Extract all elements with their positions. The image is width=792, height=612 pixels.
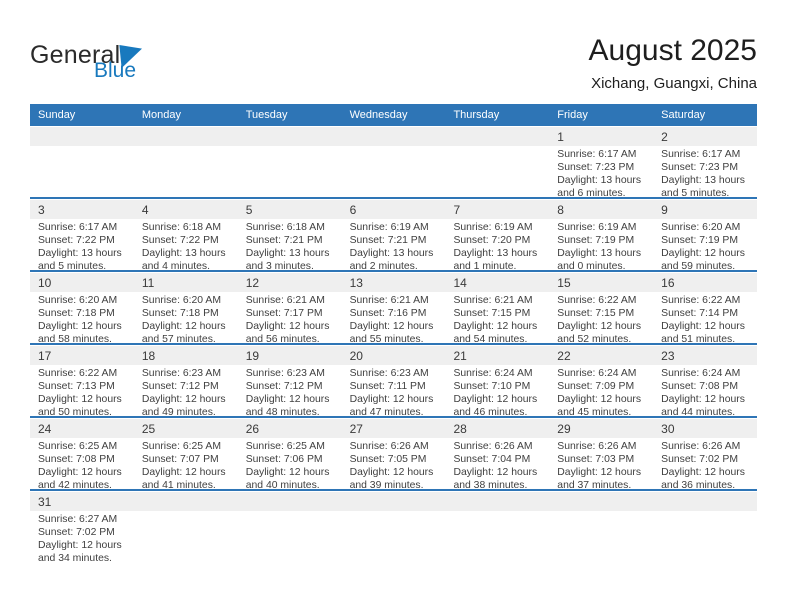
- day-detail-line: Daylight: 12 hours: [38, 394, 122, 405]
- day-detail-line: Daylight: 12 hours: [141, 467, 226, 478]
- empty-day-cell: [238, 492, 342, 562]
- day-detail-line: and 44 minutes.: [661, 407, 736, 416]
- day-details: [134, 438, 238, 489]
- day-details: [30, 365, 134, 416]
- day-detail-line: Sunset: 7:23 PM: [557, 162, 635, 173]
- day-details: [134, 365, 238, 416]
- empty-day-cell: [30, 127, 134, 197]
- day-detail-line: Sunset: 7:23 PM: [661, 162, 738, 173]
- day-number: [342, 127, 446, 146]
- day-details: [238, 365, 342, 416]
- day-cell-18: [134, 346, 238, 416]
- day-number: 11: [134, 273, 238, 292]
- day-number: 29: [549, 419, 653, 438]
- day-cell-11: [134, 273, 238, 343]
- day-detail-line: and 50 minutes.: [38, 407, 112, 416]
- weekday-header-friday: Friday: [557, 109, 588, 121]
- general-blue-logo: [30, 42, 142, 81]
- day-details: [653, 219, 757, 270]
- day-detail-line: Sunset: 7:08 PM: [661, 381, 738, 392]
- day-detail-line: Sunrise: 6:19 AM: [557, 222, 637, 233]
- week-row: [30, 491, 757, 562]
- day-detail-line: and 48 minutes.: [245, 407, 320, 416]
- day-detail-line: Sunset: 7:22 PM: [141, 235, 219, 246]
- day-details: [134, 292, 238, 343]
- day-detail-line: Sunset: 7:20 PM: [453, 235, 531, 246]
- week-row: [30, 272, 757, 345]
- day-detail-line: Sunset: 7:19 PM: [661, 235, 738, 246]
- day-number: 12: [238, 273, 342, 292]
- day-details: [238, 438, 342, 489]
- day-details: [445, 219, 549, 270]
- day-detail-line: Daylight: 12 hours: [557, 467, 642, 478]
- title-block: [589, 34, 757, 92]
- day-detail-line: Daylight: 12 hours: [557, 321, 642, 332]
- day-cell-30: [653, 419, 757, 489]
- week-row: [30, 345, 757, 418]
- day-detail-line: and 3 minutes.: [245, 261, 314, 270]
- day-detail-line: Daylight: 12 hours: [245, 467, 330, 478]
- day-detail-line: Daylight: 12 hours: [349, 321, 434, 332]
- day-detail-line: Sunrise: 6:26 AM: [557, 441, 637, 452]
- day-detail-line: and 39 minutes.: [349, 480, 424, 489]
- day-detail-line: Sunrise: 6:25 AM: [38, 441, 118, 452]
- day-details: [549, 292, 653, 343]
- day-detail-line: Daylight: 12 hours: [661, 467, 745, 478]
- day-details: [445, 365, 549, 416]
- day-detail-line: Sunset: 7:10 PM: [453, 381, 531, 392]
- day-detail-line: Sunset: 7:19 PM: [557, 235, 635, 246]
- day-details: [342, 292, 446, 343]
- day-detail-line: Sunrise: 6:17 AM: [661, 149, 741, 160]
- day-cell-4: [134, 200, 238, 270]
- day-detail-line: and 56 minutes.: [245, 334, 320, 343]
- weekday-header-row: [30, 104, 757, 126]
- day-detail-line: Sunrise: 6:21 AM: [349, 295, 429, 306]
- day-detail-line: and 41 minutes.: [141, 480, 216, 489]
- day-detail-line: Sunset: 7:05 PM: [349, 454, 427, 465]
- day-detail-line: Daylight: 12 hours: [661, 321, 745, 332]
- day-number: [342, 492, 446, 511]
- day-detail-line: Daylight: 13 hours: [557, 175, 642, 186]
- day-detail-line: Sunset: 7:18 PM: [38, 308, 115, 319]
- day-details: [134, 219, 238, 270]
- day-number: [549, 492, 653, 511]
- day-detail-line: Sunrise: 6:20 AM: [661, 222, 741, 233]
- day-number: 24: [30, 419, 134, 438]
- day-detail-line: and 42 minutes.: [38, 480, 112, 489]
- day-cell-10: [30, 273, 134, 343]
- day-detail-line: Daylight: 13 hours: [245, 248, 330, 259]
- day-number: 19: [238, 346, 342, 365]
- weekday-header-monday: Monday: [141, 109, 181, 121]
- day-cell-28: [445, 419, 549, 489]
- day-detail-line: Sunrise: 6:18 AM: [245, 222, 325, 233]
- day-number: 2: [653, 127, 757, 146]
- week-row: [30, 126, 757, 199]
- day-detail-line: Sunrise: 6:24 AM: [661, 368, 741, 379]
- day-detail-line: Daylight: 12 hours: [349, 394, 434, 405]
- day-detail-line: Sunrise: 6:23 AM: [141, 368, 221, 379]
- day-number: 17: [30, 346, 134, 365]
- day-detail-line: Sunset: 7:21 PM: [349, 235, 427, 246]
- day-detail-line: and 36 minutes.: [661, 480, 736, 489]
- day-cell-8: [549, 200, 653, 270]
- day-number: [30, 127, 134, 146]
- day-detail-line: Sunset: 7:16 PM: [349, 308, 427, 319]
- day-number: [134, 492, 238, 511]
- day-cell-31: [30, 492, 134, 562]
- day-cell-6: [342, 200, 446, 270]
- day-detail-line: Daylight: 12 hours: [38, 467, 122, 478]
- day-number: [134, 127, 238, 146]
- day-detail-line: Daylight: 12 hours: [141, 321, 226, 332]
- day-detail-line: and 59 minutes.: [661, 261, 736, 270]
- day-details: [342, 219, 446, 270]
- day-details: [238, 292, 342, 343]
- day-cell-16: [653, 273, 757, 343]
- day-detail-line: Daylight: 12 hours: [453, 321, 538, 332]
- day-number: [238, 492, 342, 511]
- day-detail-line: Sunset: 7:02 PM: [661, 454, 738, 465]
- day-detail-line: and 0 minutes.: [557, 261, 626, 270]
- day-detail-line: and 2 minutes.: [349, 261, 418, 270]
- day-detail-line: Sunrise: 6:26 AM: [661, 441, 741, 452]
- day-cell-23: [653, 346, 757, 416]
- day-detail-line: Sunrise: 6:23 AM: [245, 368, 325, 379]
- day-cell-12: [238, 273, 342, 343]
- day-detail-line: and 58 minutes.: [38, 334, 112, 343]
- weekday-header-thursday: Thursday: [453, 109, 500, 121]
- day-detail-line: and 5 minutes.: [661, 188, 730, 197]
- day-details: [653, 438, 757, 489]
- day-detail-line: Sunset: 7:07 PM: [141, 454, 219, 465]
- day-details: [549, 219, 653, 270]
- day-detail-line: Sunrise: 6:20 AM: [141, 295, 221, 306]
- day-detail-line: and 6 minutes.: [557, 188, 626, 197]
- day-detail-line: and 4 minutes.: [141, 261, 211, 270]
- day-details: [342, 365, 446, 416]
- day-details: [549, 365, 653, 416]
- day-number: 23: [653, 346, 757, 365]
- day-detail-line: and 47 minutes.: [349, 407, 424, 416]
- day-cell-13: [342, 273, 446, 343]
- day-cell-7: [445, 200, 549, 270]
- day-detail-line: Sunset: 7:03 PM: [557, 454, 635, 465]
- day-details: [30, 219, 134, 270]
- day-number: 22: [549, 346, 653, 365]
- day-cell-17: [30, 346, 134, 416]
- weekday-header-saturday: Saturday: [661, 109, 706, 121]
- day-detail-line: Sunset: 7:17 PM: [245, 308, 323, 319]
- day-detail-line: Sunset: 7:21 PM: [245, 235, 323, 246]
- day-detail-line: and 34 minutes.: [38, 553, 112, 562]
- day-number: 26: [238, 419, 342, 438]
- day-number: 21: [445, 346, 549, 365]
- day-details: [549, 438, 653, 489]
- empty-day-cell: [445, 127, 549, 197]
- day-detail-line: Sunrise: 6:24 AM: [453, 368, 533, 379]
- day-cell-27: [342, 419, 446, 489]
- day-cell-14: [445, 273, 549, 343]
- day-detail-line: Sunset: 7:02 PM: [38, 527, 115, 538]
- day-number: 13: [342, 273, 446, 292]
- empty-day-cell: [445, 492, 549, 562]
- empty-day-cell: [549, 492, 653, 562]
- day-detail-line: and 55 minutes.: [349, 334, 424, 343]
- day-detail-line: and 54 minutes.: [453, 334, 528, 343]
- day-detail-line: and 1 minute.: [453, 261, 517, 270]
- day-detail-line: Sunrise: 6:19 AM: [349, 222, 429, 233]
- empty-day-cell: [342, 127, 446, 197]
- day-detail-line: Sunset: 7:12 PM: [141, 381, 219, 392]
- day-number: 1: [549, 127, 653, 146]
- day-details: [445, 438, 549, 489]
- day-details: [238, 219, 342, 270]
- day-details: [30, 511, 134, 562]
- day-detail-line: Daylight: 12 hours: [38, 321, 122, 332]
- day-detail-line: and 40 minutes.: [245, 480, 320, 489]
- day-number: 6: [342, 200, 446, 219]
- day-detail-line: Sunset: 7:12 PM: [245, 381, 323, 392]
- day-cell-15: [549, 273, 653, 343]
- day-detail-line: Sunrise: 6:25 AM: [245, 441, 325, 452]
- day-detail-line: Daylight: 12 hours: [349, 467, 434, 478]
- week-row: [30, 418, 757, 491]
- logo-text-general: General: [30, 41, 121, 69]
- day-number: 3: [30, 200, 134, 219]
- weekday-header-sunday: Sunday: [38, 109, 76, 121]
- day-detail-line: and 46 minutes.: [453, 407, 528, 416]
- day-details: [653, 365, 757, 416]
- day-detail-line: Daylight: 13 hours: [38, 248, 122, 259]
- day-cell-2: [653, 127, 757, 197]
- day-detail-line: Daylight: 13 hours: [349, 248, 434, 259]
- empty-day-cell: [342, 492, 446, 562]
- day-details: [30, 438, 134, 489]
- day-details: [30, 292, 134, 343]
- calendar-table: [30, 104, 757, 562]
- day-cell-25: [134, 419, 238, 489]
- day-detail-line: Daylight: 12 hours: [661, 248, 745, 259]
- day-cell-3: [30, 200, 134, 270]
- day-detail-line: Sunrise: 6:27 AM: [38, 514, 118, 525]
- day-detail-line: Sunrise: 6:22 AM: [38, 368, 118, 379]
- day-cell-20: [342, 346, 446, 416]
- day-number: [445, 492, 549, 511]
- day-number: 9: [653, 200, 757, 219]
- day-detail-line: Sunrise: 6:26 AM: [349, 441, 429, 452]
- day-number: 4: [134, 200, 238, 219]
- month-title: August 2025: [588, 34, 757, 67]
- day-cell-29: [549, 419, 653, 489]
- calendar-weeks: [30, 126, 757, 562]
- day-number: [445, 127, 549, 146]
- day-detail-line: Sunset: 7:18 PM: [141, 308, 219, 319]
- day-number: 30: [653, 419, 757, 438]
- day-detail-line: Daylight: 12 hours: [38, 540, 122, 551]
- day-details: [653, 292, 757, 343]
- day-detail-line: Sunset: 7:15 PM: [453, 308, 531, 319]
- day-detail-line: Sunrise: 6:25 AM: [141, 441, 221, 452]
- day-detail-line: Sunrise: 6:21 AM: [453, 295, 533, 306]
- day-detail-line: Sunset: 7:09 PM: [557, 381, 635, 392]
- empty-day-cell: [134, 492, 238, 562]
- day-number: 10: [30, 273, 134, 292]
- day-detail-line: and 49 minutes.: [141, 407, 216, 416]
- day-detail-line: and 52 minutes.: [557, 334, 632, 343]
- day-number: 5: [238, 200, 342, 219]
- day-number: [238, 127, 342, 146]
- week-row: [30, 199, 757, 272]
- day-detail-line: Sunrise: 6:18 AM: [141, 222, 221, 233]
- day-detail-line: Sunset: 7:08 PM: [38, 454, 115, 465]
- day-number: 14: [445, 273, 549, 292]
- day-detail-line: Daylight: 12 hours: [141, 394, 226, 405]
- empty-day-cell: [134, 127, 238, 197]
- day-cell-9: [653, 200, 757, 270]
- day-number: 31: [30, 492, 134, 511]
- day-detail-line: Sunrise: 6:21 AM: [245, 295, 325, 306]
- day-detail-line: Sunrise: 6:22 AM: [557, 295, 637, 306]
- day-detail-line: and 38 minutes.: [453, 480, 528, 489]
- weekday-header-wednesday: Wednesday: [349, 109, 408, 121]
- day-number: 18: [134, 346, 238, 365]
- day-detail-line: Daylight: 13 hours: [453, 248, 538, 259]
- day-cell-19: [238, 346, 342, 416]
- logo-top-row: [30, 42, 142, 68]
- day-detail-line: Sunrise: 6:20 AM: [38, 295, 118, 306]
- day-detail-line: and 37 minutes.: [557, 480, 632, 489]
- day-detail-line: Daylight: 12 hours: [245, 394, 330, 405]
- day-detail-line: Daylight: 12 hours: [557, 394, 642, 405]
- day-cell-21: [445, 346, 549, 416]
- day-number: 25: [134, 419, 238, 438]
- day-detail-line: and 57 minutes.: [141, 334, 216, 343]
- day-detail-line: Sunrise: 6:17 AM: [557, 149, 637, 160]
- day-cell-22: [549, 346, 653, 416]
- day-cell-1: [549, 127, 653, 197]
- day-detail-line: and 45 minutes.: [557, 407, 632, 416]
- day-number: 27: [342, 419, 446, 438]
- day-number: 15: [549, 273, 653, 292]
- day-detail-line: Sunrise: 6:19 AM: [453, 222, 533, 233]
- day-detail-line: Sunrise: 6:23 AM: [349, 368, 429, 379]
- day-number: 8: [549, 200, 653, 219]
- day-detail-line: Daylight: 12 hours: [245, 321, 330, 332]
- day-detail-line: Sunset: 7:04 PM: [453, 454, 531, 465]
- day-detail-line: Daylight: 12 hours: [661, 394, 745, 405]
- day-detail-line: Daylight: 12 hours: [453, 467, 538, 478]
- day-detail-line: and 51 minutes.: [661, 334, 736, 343]
- day-detail-line: Sunset: 7:22 PM: [38, 235, 115, 246]
- day-cell-5: [238, 200, 342, 270]
- day-detail-line: Sunrise: 6:17 AM: [38, 222, 118, 233]
- day-detail-line: Daylight: 13 hours: [141, 248, 226, 259]
- day-detail-line: Sunset: 7:06 PM: [245, 454, 323, 465]
- day-number: 16: [653, 273, 757, 292]
- day-detail-line: Sunrise: 6:26 AM: [453, 441, 533, 452]
- day-details: [342, 438, 446, 489]
- day-cell-26: [238, 419, 342, 489]
- logo-text-blue: Blue: [93, 59, 136, 82]
- day-number: 20: [342, 346, 446, 365]
- day-detail-line: and 5 minutes.: [38, 261, 107, 270]
- day-detail-line: Daylight: 13 hours: [661, 175, 745, 186]
- location-subtitle: Xichang, Guangxi, China: [591, 75, 757, 92]
- day-detail-line: Sunset: 7:14 PM: [661, 308, 738, 319]
- day-number: [653, 492, 757, 511]
- day-details: [445, 292, 549, 343]
- day-detail-line: Sunset: 7:15 PM: [557, 308, 635, 319]
- empty-day-cell: [238, 127, 342, 197]
- day-number: 28: [445, 419, 549, 438]
- day-cell-24: [30, 419, 134, 489]
- weekday-header-tuesday: Tuesday: [245, 109, 288, 121]
- empty-day-cell: [653, 492, 757, 562]
- day-details: [653, 146, 757, 197]
- day-detail-line: Sunrise: 6:22 AM: [661, 295, 741, 306]
- day-detail-line: Daylight: 13 hours: [557, 248, 642, 259]
- day-number: 7: [445, 200, 549, 219]
- day-detail-line: Daylight: 12 hours: [453, 394, 538, 405]
- day-detail-line: Sunrise: 6:24 AM: [557, 368, 637, 379]
- day-detail-line: Sunset: 7:11 PM: [349, 381, 426, 392]
- day-details: [549, 146, 653, 197]
- day-detail-line: Sunset: 7:13 PM: [38, 381, 115, 392]
